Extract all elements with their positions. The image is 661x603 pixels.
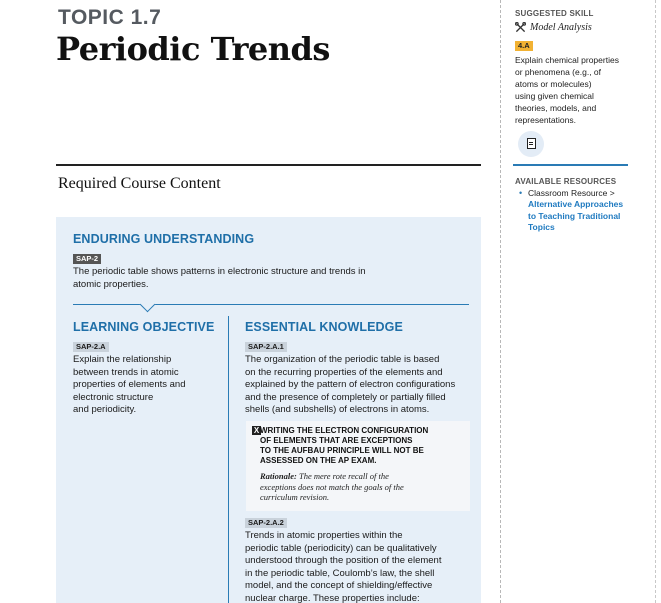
enduring-understanding-code: SAP-2 bbox=[73, 254, 101, 264]
page-title: Periodic Trends bbox=[56, 30, 330, 68]
section-rule bbox=[56, 164, 481, 166]
essential-knowledge-heading: ESSENTIAL KNOWLEDGE bbox=[245, 320, 403, 334]
available-resources-heading: AVAILABLE RESOURCES bbox=[515, 177, 617, 186]
essential-knowledge-text-2: Trends in atomic properties within the periodic table (periodicity) can be qualitatively understood through the position of the element in the periodic table, Coulomb’s law, the shell model, and the concept of shielding/effective nuclear charge. These properties include: bbox=[245, 530, 442, 603]
crossed-tools-icon bbox=[515, 22, 526, 33]
section-heading: Required Course Content bbox=[58, 175, 221, 192]
sidebar-divider bbox=[500, 0, 501, 603]
skill-name: Model Analysis bbox=[530, 22, 592, 33]
document-icon bbox=[527, 138, 536, 149]
skill-code-badge: 4.A bbox=[515, 41, 533, 51]
exclusion-x-icon: X bbox=[253, 426, 260, 435]
essential-knowledge-code-1: SAP-2.A.1 bbox=[245, 342, 287, 352]
exclusion-statement-heading: WRITING THE ELECTRON CONFIGURATION OF ELEMENTS THAT ARE EXCEPTIONS TO THE AUFBAU PRINCIPLE WILL NOT BE ASSESSED ON THE AP EXAM. bbox=[260, 426, 429, 465]
bullet-icon: • bbox=[519, 188, 523, 198]
learning-objective-code: SAP-2.A bbox=[73, 342, 109, 352]
suggested-skill-heading: SUGGESTED SKILL bbox=[515, 9, 594, 18]
resource-link[interactable]: Alternative Approaches to Teaching Traditional Topics bbox=[528, 199, 624, 232]
rationale-label: Rationale: bbox=[260, 471, 297, 481]
enduring-understanding-heading: ENDURING UNDERSTANDING bbox=[73, 232, 255, 246]
column-divider bbox=[228, 316, 229, 603]
exclusion-rationale: Rationale: The mere rote recall of the exceptions does not match the goals of the curriculum revision. bbox=[260, 471, 404, 502]
page-edge-divider bbox=[655, 0, 656, 603]
enduring-understanding-text: The periodic table shows patterns in electronic structure and trends in atomic properties. bbox=[73, 266, 366, 290]
panel-divider bbox=[73, 304, 469, 305]
essential-knowledge-code-2: SAP-2.A.2 bbox=[245, 518, 287, 528]
resource-prefix: Classroom Resource > bbox=[528, 188, 615, 198]
topic-label: TOPIC 1.7 bbox=[58, 6, 162, 29]
essential-knowledge-text-1: The organization of the periodic table is based on the recurring properties of the elements and explained by the pattern of electron configurations and the presence of completely or partially filled shells (and subshells) of electrons in atoms. bbox=[245, 354, 456, 415]
learning-objective-heading: LEARNING OBJECTIVE bbox=[73, 320, 215, 334]
learning-objective-text: Explain the relationship between trends in atomic properties of elements and electronic structure and periodicity. bbox=[73, 354, 186, 415]
skill-description: Explain chemical properties or phenomena (e.g., of atoms or molecules) using given chemical theories, models, and representations. bbox=[515, 55, 619, 125]
resources-rule bbox=[513, 164, 628, 166]
